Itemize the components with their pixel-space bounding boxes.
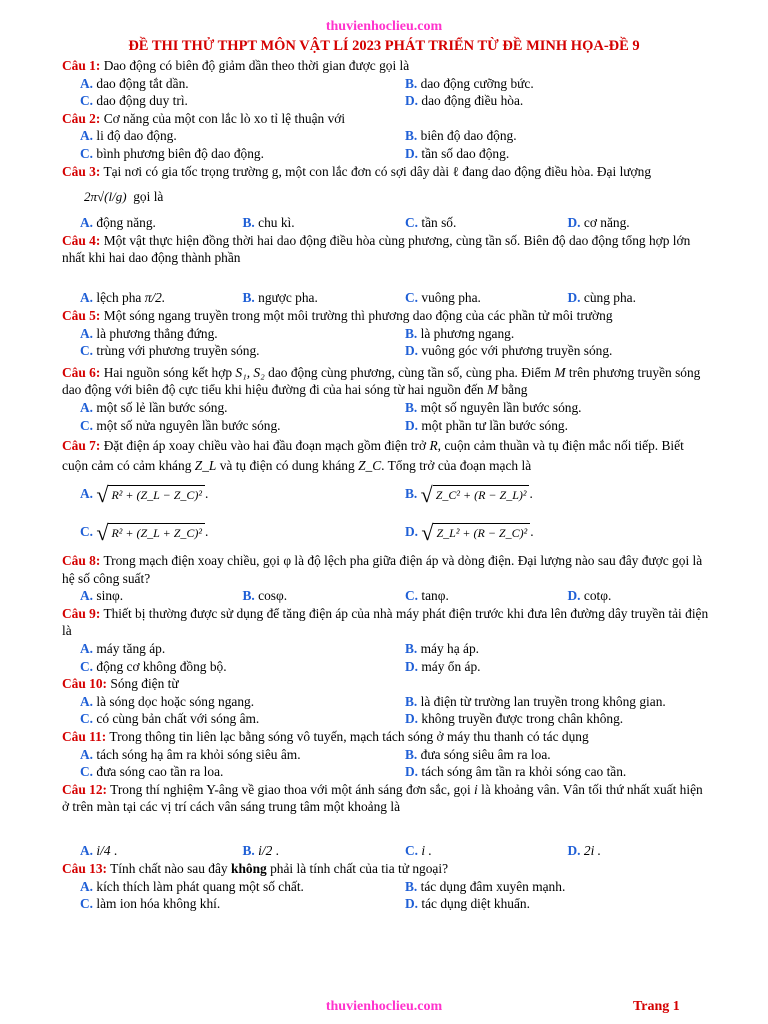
question-13: Câu 13: Tính chất nào sau đây không phải là tính chất của tia tử ngoại?	[62, 861, 449, 876]
site-header[interactable]: thuvienhoclieu.com	[325, 19, 443, 34]
question-3: Câu 3: Tại nơi có gia tốc trọng trường g, một con lắc đơn có sợi dây dài ℓ đang dao động điều hòa. Đại lượng	[62, 163, 652, 179]
question-7: Câu 7: Đặt điện áp xoay chiều vào hai đầu đoạn mạch gồm điện trở R, cuộn cảm thuần và tụ điện mắc nối tiếp. Biết cuộn cảm có cảm kháng Z_L và tụ điện có dung kháng Z_C. Tổng trở của đoạn mạch là	[62, 438, 684, 474]
question-8: Câu 8: Trong mạch điện xoay chiều, gọi φ là độ lệch pha giữa điện áp và dòng điện. Đại lượng nào sau đây được gọi là hệ số công suất?	[62, 553, 703, 586]
question-6: Câu 6: Hai nguồn sóng kết hợp S₁, S₂ dao động cùng phương, cùng tần số, cùng pha. Điểm M trên phương truyền sóng dao động với biên độ cực tiểu khi hiệu đường đi của hai sóng từ hai nguồn đến M bằng	[62, 364, 701, 398]
site-footer[interactable]: thuvienhoclieu.com	[325, 999, 443, 1014]
question-10: Câu 10: Sóng điện từ	[62, 676, 179, 692]
question-9: Câu 9: Thiết bị thường được sử dụng để tăng điện áp của nhà máy phát điện trước khi đưa lên đường dây truyền tải điện là	[62, 605, 709, 639]
exam-title: ĐỀ THI THỬ THPT MÔN VẬT LÍ 2023 PHÁT TRIỂN TỪ ĐỀ MINH HỌA-ĐỀ 9	[128, 38, 640, 54]
question-list: Câu 1: Dao động có biên độ giảm dần theo thời gian được gọi là A. dao động tắt dần. B. dao động cưỡng bức. C. dao động duy trì. D. dao động điều hòa. Câu 2: Cơ năng của một con lắc lò xo tỉ lệ thuận với A. li độ dao động. B. biên độ dao động. C. bình phương biên độ dao động. D. tần số dao động. Câu 3: Tại nơi có gia tốc trọng trường g, một con lắc đơn có sợi dây dài ℓ đang dao động điều hòa. Đại lượng 2π√(l/g) gọi là A. động năng. B. chu kì. C. tần số. D. cơ năng. Câu 4: Một vật thực hiện đồng thời hai dao động điều hòa cùng phương, cùng tần số. Biên độ dao động tổng hợp lớn nhất khi hai dao động thành phần A. lệch pha π/2. B. ngược pha. C. vuông pha. D. cùng pha. Câu 5: Một sóng ngang truyền trong một môi trường thì phương dao động của các phần tử môi trường A. là phương thẳng đứng. B. là phương ngang. C. trùng với phương truyền sóng. D. vuông góc với phương truyền sóng. Câu 6: Hai nguồn sóng kết hợp S₁, S₂ dao động cùng phương, cùng tần số, cùng pha. Điểm M trên phương truyền sóng dao động với biên độ cực tiểu khi hiệu đường đi của hai sóng từ hai nguồn đến M bằng A. một số lẻ lần bước sóng. B. một số nguyên lần bước sóng. C. một số nửa nguyên lần bước sóng. D. một phần tư lần bước sóng. Câu 7: Đặt điện áp xoay chiều vào hai đầu đoạn mạch gồm điện trở R, cuộn cảm thuần và tụ điện mắc nối tiếp. Biết cuộn cảm có cảm kháng Z_L và tụ điện có dung kháng Z_C. Tổng trở của đoạn mạch là A. √ R² + (Z_L − Z_C)² . B. √ Z_C² + (R − Z_L)² . C. √ R² + (Z_L + Z_C)² . D. √ Z_L² + (R − Z_C)² . Câu 8: Trong mạch điện xoay chiều, gọi φ là độ lệch pha giữa điện áp và dòng điện. Đại lượng nào sau đây được gọi là hệ số công suất? A. sinφ. B. cosφ. C. tanφ. D. cotφ. Câu 9: Thiết bị thường được sử dụng để tăng điện áp của nhà máy phát điện trước khi đưa lên đường dây truyền tải điện là A. máy tăng áp. B. máy hạ áp. C. động cơ không đồng bộ. D. máy ổn áp. Câu 10: Sóng điện từ A. là sóng dọc hoặc sóng ngang. B. là điện từ trường lan truyền trong không gian. C. có cùng bản chất với sóng âm. D. không truyền được trong chân không. Câu 11: Trong thông tin liên lạc bằng sóng vô tuyến, mạch tách sóng ở máy thu thanh có tác dụng A. tách sóng hạ âm ra khỏi sóng siêu âm. B. đưa sóng siêu âm ra loa. C. đưa sóng cao tần ra loa. D. tách sóng âm tần ra khỏi sóng cao tần. Câu 12: Trong thí nghiệm Y-âng về giao thoa với một ánh sáng đơn sắc, gọi i là khoảng vân. Vân tối thứ nhất xuất hiện ở trên màn tại các vị trí cách vân sáng trung tâm một khoảng là A. i/4 . B. i/2 . C. i . D. 2i . Câu 13: Tính chất nào sau đây không phải là tính chất của tia tử ngoại? A. kích thích làm phát quang một số chất. B. tác dụng đâm xuyên mạnh. C. làm ion hóa không khí. D. tác dụng diệt khuẩn.	[62, 57, 712, 913]
question-12: Câu 12: Trong thí nghiệm Y-âng về giao thoa với một ánh sáng đơn sắc, gọi i là khoảng vân. Vân tối thứ nhất xuất hiện ở trên màn tại các vị trí cách vân sáng trung tâm một khoảng là	[62, 781, 703, 815]
formula-period: 2π√(l/g) gọi là	[84, 189, 164, 205]
question-11: Câu 11: Trong thông tin liên lạc bằng sóng vô tuyến, mạch tách sóng ở máy thu thanh có tác dụng	[62, 729, 589, 745]
question-2: Câu 2: Cơ năng của một con lắc lò xo tỉ lệ thuận với	[62, 110, 346, 126]
question-1: Câu 1: Dao động có biên độ giảm dần theo thời gian được gọi là	[62, 58, 410, 73]
question-5: Câu 5: Một sóng ngang truyền trong một môi trường thì phương dao động của các phần tử môi trường	[62, 307, 613, 323]
page-number: Trang 1	[633, 999, 680, 1014]
question-4: Câu 4: Một vật thực hiện đồng thời hai dao động điều hòa cùng phương, cùng tần số. Biên độ dao động tổng hợp lớn nhất khi hai dao động thành phần	[62, 232, 691, 266]
